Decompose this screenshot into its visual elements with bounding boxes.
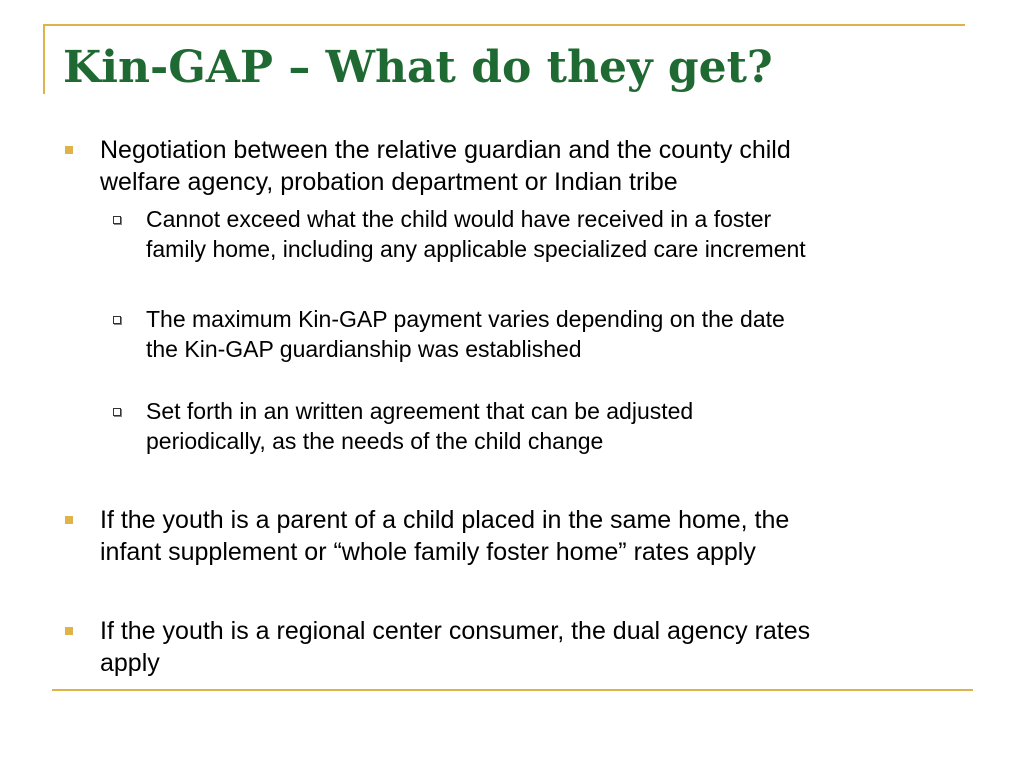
square-bullet-icon [65,516,73,524]
bullet-item [100,504,980,568]
bullet-item [100,134,980,198]
bullet-line: welfare agency, probation department or Indian tribe [100,168,678,196]
sub-bullet-item [146,204,986,264]
bullet-line: family home, including any applicable specialized care increment [146,236,806,262]
square-bullet-icon [65,146,73,154]
bullet-line: Set forth in an written agreement that can be adjusted [146,398,694,424]
sub-bullet-item [146,396,986,456]
slide-title: Kin-GAP – What do they get? [63,42,773,93]
hollow-square-bullet-icon [113,408,121,416]
bullet-line: Negotiation between the relative guardian and the county child [100,136,791,164]
sub-bullet-item [146,304,986,364]
bullet-line: The maximum Kin-GAP payment varies depending on the date [146,306,785,332]
bullet-line: the Kin-GAP guardianship was established [146,336,582,362]
bullet-line: periodically, as the needs of the child change [146,428,604,454]
bullet-line: If the youth is a parent of a child placed in the same home, the [100,506,790,534]
bullet-line: apply [100,649,160,677]
bullet-line: infant supplement or “whole family foster home” rates apply [100,538,756,566]
square-bullet-icon [65,627,73,635]
bullet-line: If the youth is a regional center consumer, the dual agency rates [100,617,811,645]
hollow-square-bullet-icon [113,216,121,224]
bullet-line: Cannot exceed what the child would have received in a foster [146,206,772,232]
bullet-item [100,615,980,679]
hollow-square-bullet-icon [113,316,121,324]
